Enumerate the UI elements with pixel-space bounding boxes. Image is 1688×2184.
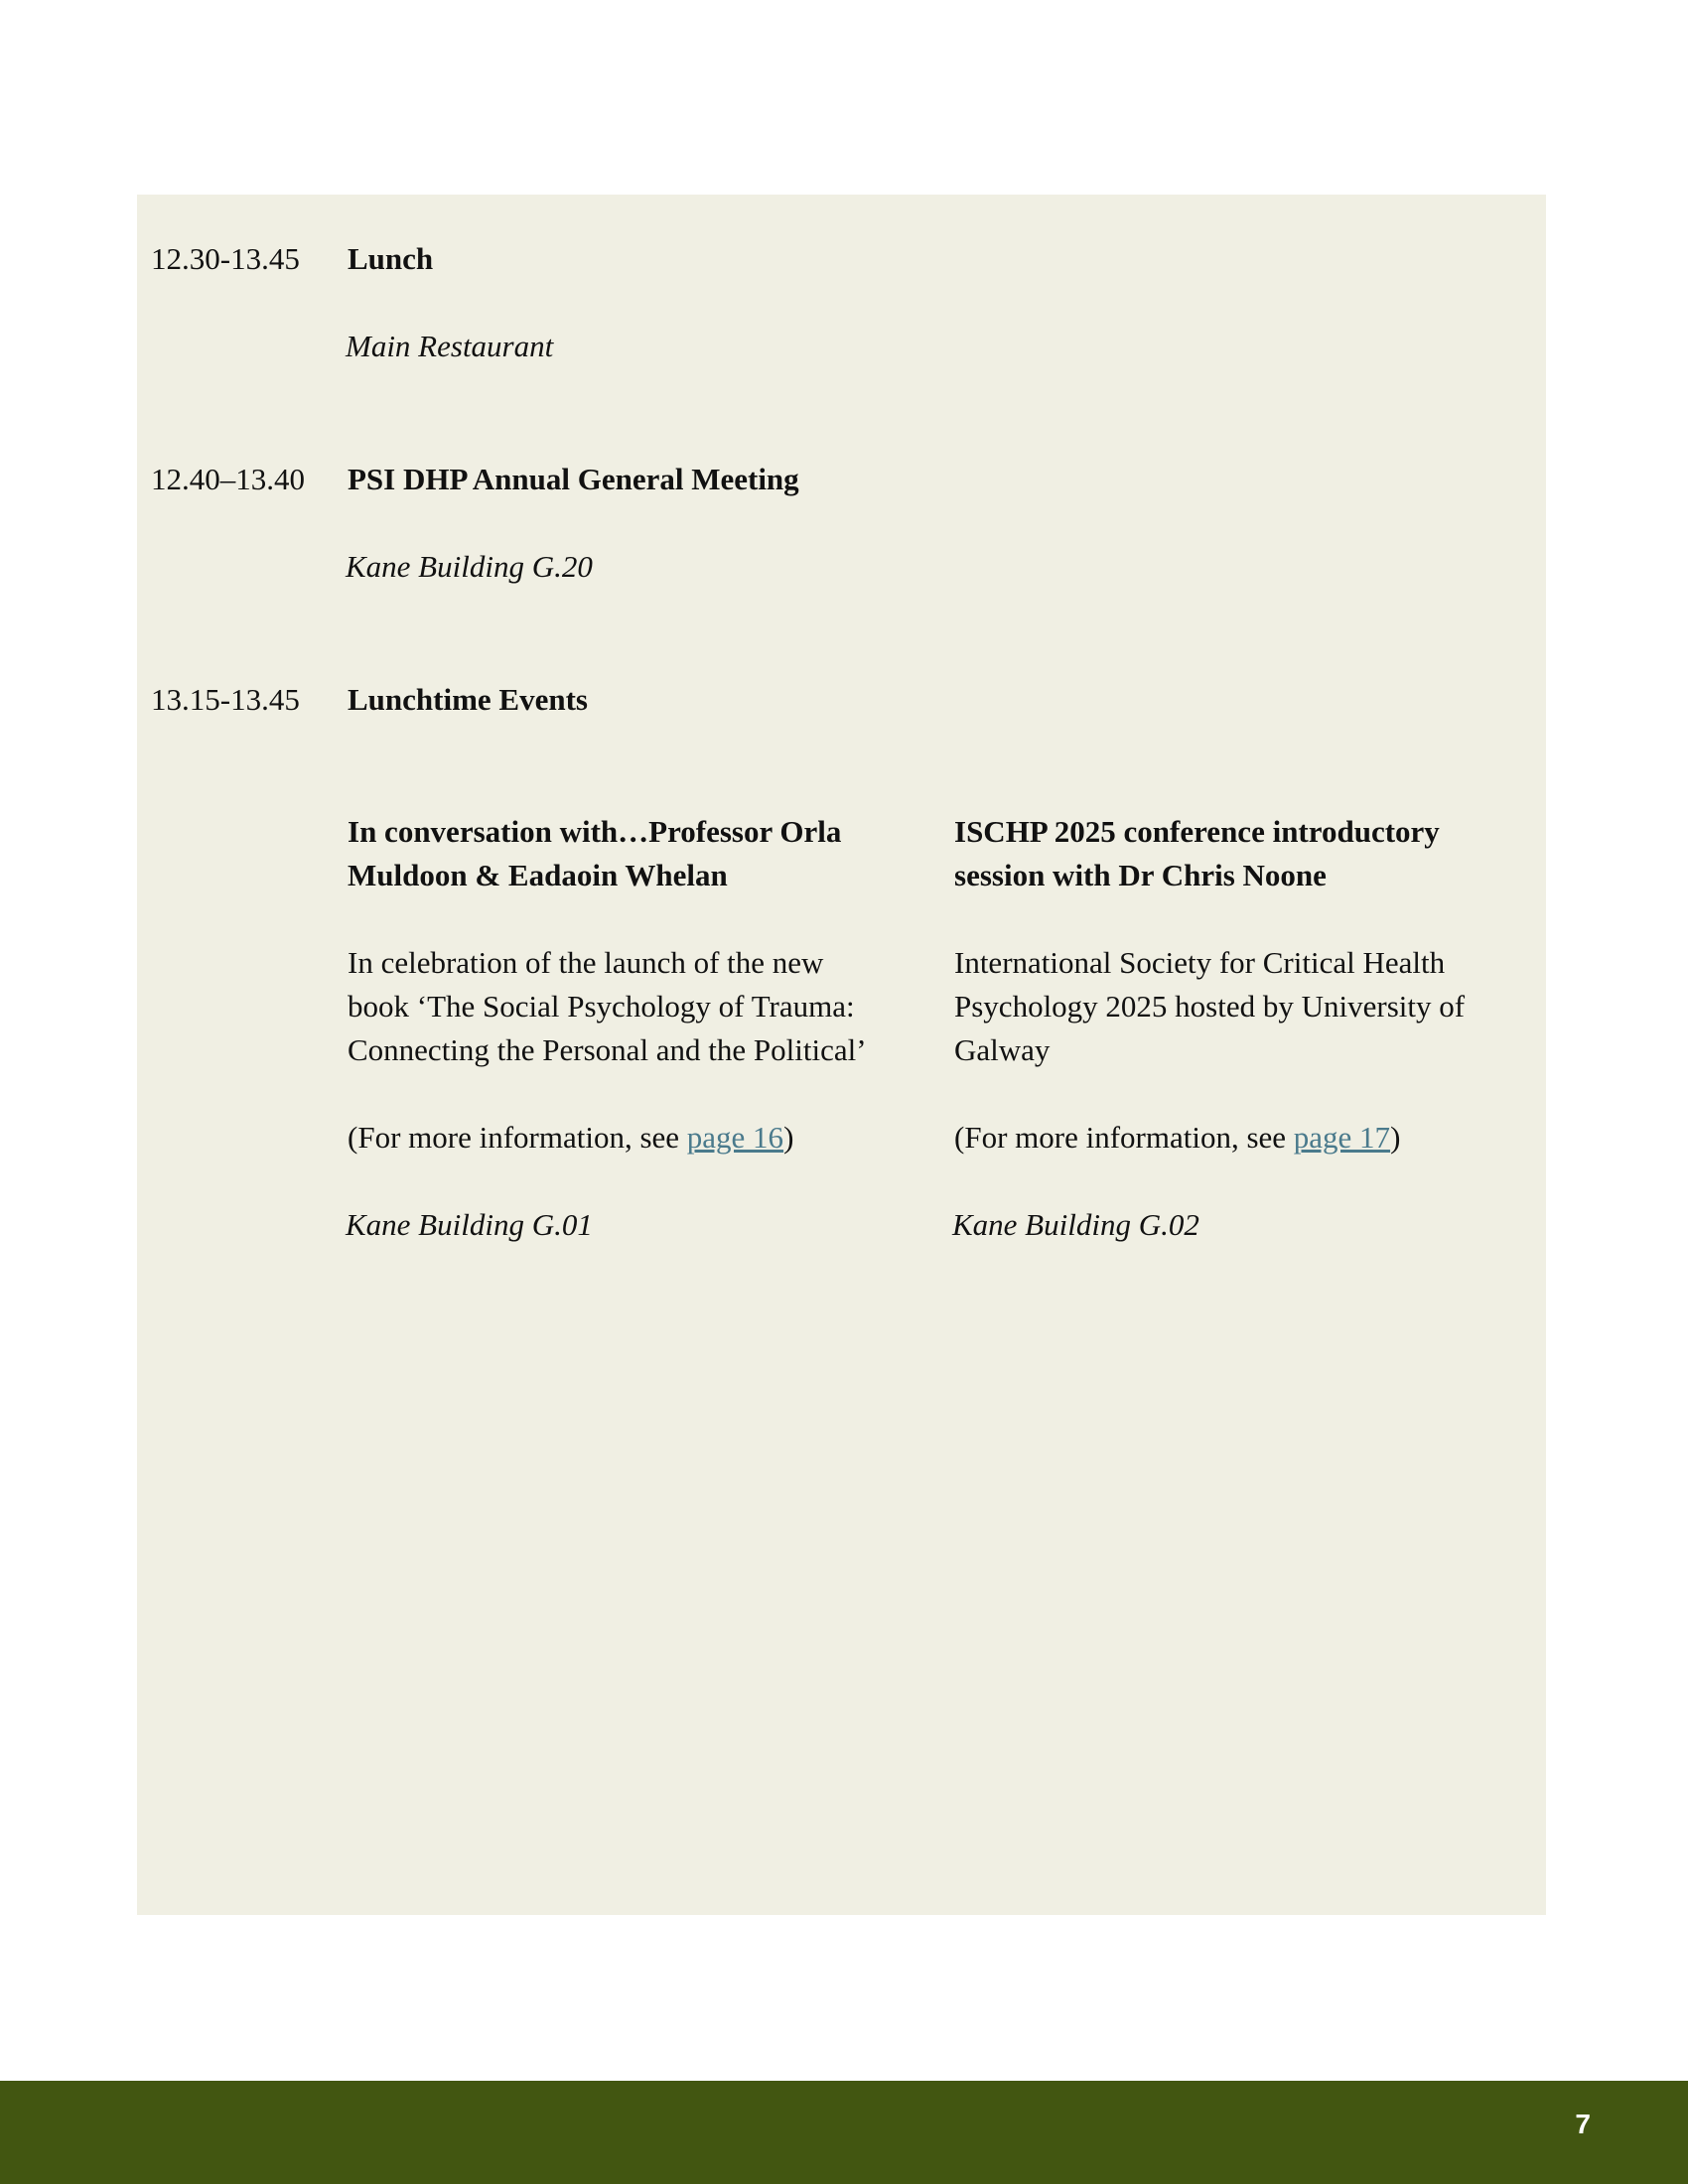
- event-title-line: In conversation with…Professor Orla: [348, 814, 842, 849]
- event-description-line: International Society for Critical Health: [954, 945, 1446, 980]
- more-info-prefix: (For more information, see: [954, 1120, 1294, 1155]
- schedule-location-agm: Kane Building G.20: [346, 549, 593, 584]
- schedule-time-lunch: 12.30-13.45: [151, 241, 300, 276]
- footer-bar: [0, 2081, 1688, 2184]
- event-location: Kane Building G.01: [346, 1207, 593, 1242]
- event-title: [348, 810, 933, 897]
- schedule-location-lunch: Main Restaurant: [346, 329, 554, 363]
- schedule-time-agm: 12.40–13.40: [151, 462, 305, 496]
- event-description: [954, 941, 1520, 1072]
- event-description-line: In celebration of the launch of the new: [348, 945, 824, 980]
- event-description: [348, 941, 933, 1072]
- event-column-left: [348, 810, 933, 1247]
- event-description-line: Connecting the Personal and the Political’: [348, 1032, 867, 1067]
- schedule-title-lunch: Lunch: [348, 241, 434, 276]
- page-16-link[interactable]: page 16: [686, 1120, 784, 1155]
- event-title-line: ISCHP 2025 conference introductory: [954, 814, 1440, 849]
- event-description-line: book ‘The Social Psychology of Trauma:: [348, 989, 855, 1024]
- more-info-suffix: ): [1390, 1120, 1401, 1155]
- page-17-link[interactable]: page 17: [1293, 1120, 1391, 1155]
- more-info-suffix: ): [783, 1120, 794, 1155]
- event-description-line: Psychology 2025 hosted by University of: [954, 989, 1466, 1024]
- event-title-line: session with Dr Chris Noone: [954, 858, 1327, 892]
- event-title: [954, 810, 1520, 897]
- schedule-time-lunchtime-events: 13.15-13.45: [151, 682, 300, 717]
- event-description-line: Galway: [954, 1032, 1051, 1067]
- event-more-info: [348, 1116, 933, 1160]
- page-number: 7: [1575, 2109, 1591, 2139]
- schedule-title-lunchtime-events: Lunchtime Events: [348, 682, 588, 717]
- event-more-info: [954, 1116, 1520, 1160]
- event-column-right: [954, 810, 1520, 1247]
- event-title-line: Muldoon & Eadaoin Whelan: [348, 858, 728, 892]
- schedule-title-agm: PSI DHP Annual General Meeting: [348, 462, 799, 496]
- more-info-prefix: (For more information, see: [348, 1120, 687, 1155]
- event-location: Kane Building G.02: [952, 1207, 1199, 1242]
